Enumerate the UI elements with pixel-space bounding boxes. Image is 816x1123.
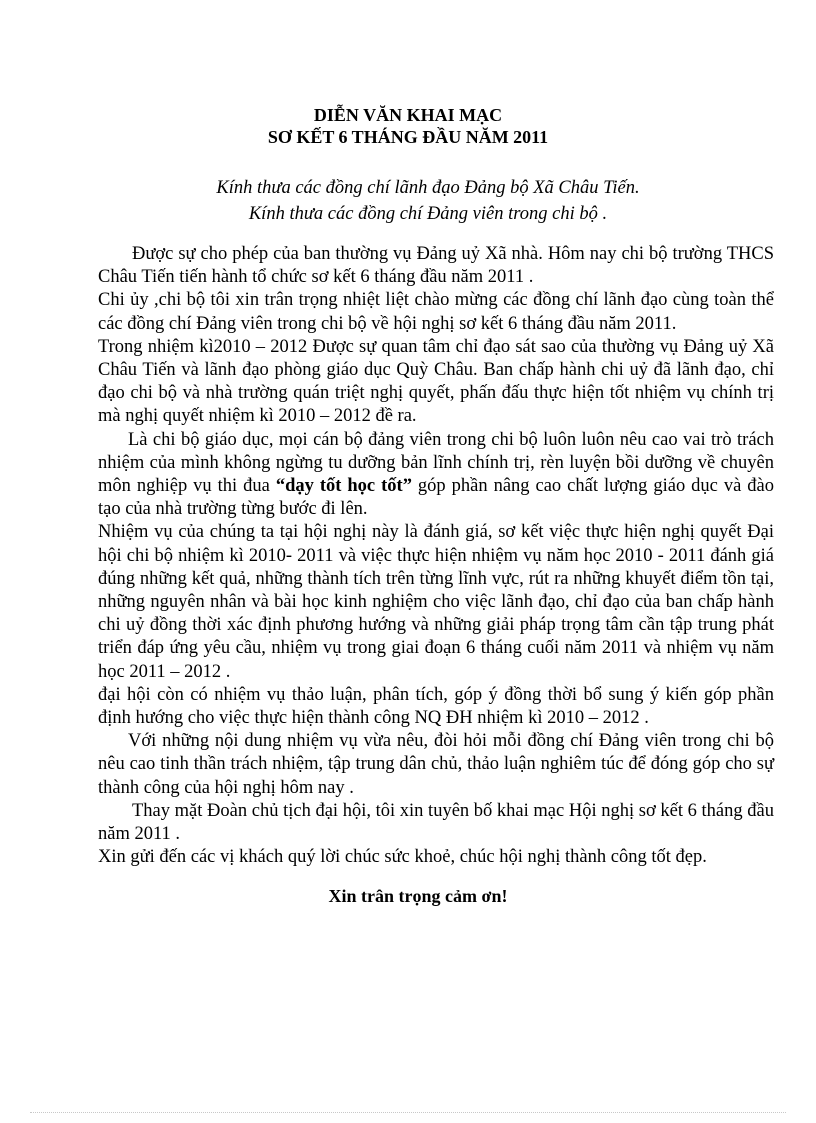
greeting-line-2: Kính thưa các đồng chí Đảng viên trong chi bộ .	[248, 204, 608, 224]
document-title: DIỄN VĂN KHAI MẠC	[313, 105, 503, 125]
greeting-block	[0, 175, 816, 227]
paragraph-4	[98, 429, 774, 522]
footer-divider	[30, 1112, 786, 1113]
paragraph-8: Thay mặt Đoàn chủ tịch đại hội, tôi xin tuyên bố khai mạc Hội nghị sơ kết 6 tháng đầu năm 2011 .	[98, 800, 774, 845]
paragraph-4-text-b: góp phần nâng cao chất lượng giáo dục và đào tạo của nhà trường từng bước đi lên.	[98, 476, 775, 520]
closing-thanks: Xin trân trọng cảm ơn!	[328, 886, 508, 906]
document-subtitle: SƠ KẾT 6 THÁNG ĐẦU NĂM 2011	[267, 127, 549, 147]
greeting-line-1: Kính thưa các đồng chí lãnh đạo Đảng bộ Xã Châu Tiến.	[216, 178, 640, 198]
paragraph-6: đại hội còn có nhiệm vụ thảo luận, phân tích, góp ý đồng thời bổ sung ý kiến góp phần định hướng cho việc thực hiện thành công NQ ĐH nhiệm kì 2010 – 2012 .	[98, 684, 774, 729]
title-block	[0, 104, 816, 148]
paragraph-4-emphasis: “dạy tốt học tốt”	[275, 476, 412, 497]
paragraph-7: Với những nội dung nhiệm vụ vừa nêu, đòi hỏi mỗi đồng chí Đảng viên trong chi bộ nêu cao tinh thần trách nhiệm, tập trung dân chủ, thảo luận nghiêm túc để đóng góp cho sự thành công của hội nghị hôm nay .	[98, 731, 774, 798]
paragraph-4-text-a: Là chi bộ giáo dục, mọi cán bộ đảng viên trong chi bộ luôn luôn nêu cao vai trò trách nhiệm của mình không ngừng tu dưỡng bản lĩnh chính trị, rèn luyện bồi dưỡng về chuyên môn nghiệp vụ thi đua	[98, 429, 774, 497]
paragraph-9: Xin gửi đến các vị khách quý lời chúc sức khoẻ, chúc hội nghị thành công tốt đẹp.	[98, 847, 707, 868]
paragraph-1: Được sự cho phép của ban thường vụ Đảng uỷ Xã nhà. Hôm nay chi bộ trường THCS Châu Tiến tiến hành tổ chức sơ kết 6 tháng đầu năm 2011 .	[98, 244, 774, 288]
paragraph-3: Trong nhiệm kì2010 – 2012 Được sự quan tâm chỉ đạo sát sao của thường vụ Đảng uỷ Xã Châu Tiến và lãnh đạo phòng giáo dục Quỳ Châu. Ban chấp hành chi uỷ đã lãnh đạo, chỉ đạo chi bộ và nhà trường quán triệt nghị quyết, phấn đấu thực hiện tốt nhiệm vụ chính trị mà nghị quyết nhiệm kì 2010 – 2012 đề ra.	[98, 336, 774, 427]
paragraph-5: Nhiệm vụ của chúng ta tại hội nghị này là đánh giá, sơ kết việc thực hiện nghị quyết Đại hội chi bộ nhiệm kì 2010- 2011 và việc thực hiện nhiệm vụ năm học 2010 - 2011 đánh giá đúng những kết quả, những thành tích trên từng lĩnh vực, rút ra những khuyết điểm tồn tại, những nguyên nhân và bài học kinh nghiệm cho việc lãnh đạo, chỉ đạo của ban chấp hành chi uỷ đồng thời xác định phương hướng và những giải pháp trọng tâm cần tập trung phát triển đáp ứng yêu cầu, nhiệm vụ trong giai đoạn 6 tháng cuối năm 2011 và nhiệm vụ năm học 2011 – 2012 .	[98, 522, 774, 682]
paragraph-2: Chi ủy ,chi bộ tôi xin trân trọng nhiệt liệt chào mừng các đồng chí lãnh đạo cùng toàn thể các đồng chí Đảng viên trong chi bộ về hội nghị sơ kết 6 tháng đầu năm 2011.	[98, 290, 774, 334]
speech-body	[98, 243, 774, 869]
